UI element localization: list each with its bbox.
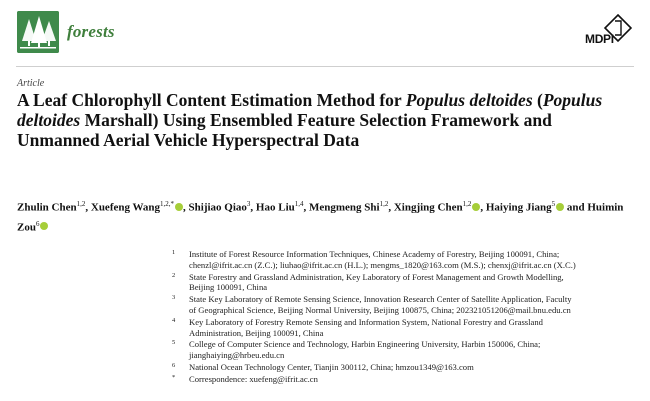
author-affiliation-ref: 1,4 [294,200,304,208]
author-name[interactable]: Xingjing Chen [393,201,463,214]
author-affiliation-ref: 1,2 [462,200,472,208]
affiliation-text: Beijing 100091, China [189,282,268,293]
title-part: ( [532,90,543,110]
author-separator: , [303,201,309,214]
title-part: A Leaf Chlorophyll Content Estimation Method for [17,90,406,110]
affiliation-item [172,249,642,271]
mdpi-logo-icon[interactable] [582,14,632,52]
author-name[interactable]: Hao Liu [255,201,295,214]
affiliation-text: Administration, Beijing 100091, China [189,327,324,338]
author-affiliation-ref: 5 [551,200,556,208]
author-name[interactable]: Haiying Jiang [485,201,552,214]
author-name[interactable]: Zhulin Chen [17,201,77,214]
affiliation-number: 3 [172,294,176,302]
author-separator: , [183,201,189,214]
affiliation-number: * [172,373,176,381]
author-name[interactable]: Shijiao Qiao [188,201,247,214]
article-title [17,90,637,150]
author-affiliation-ref: 1,2 [379,200,389,208]
affiliation-item [172,374,642,385]
title-part: Marshall) Using Ensembled Feature Selection Framework and Unmanned Aerial Vehicle Hyperspectral Data [17,110,552,150]
affiliation-number: 2 [172,271,176,279]
affiliation-text: Institute of Forest Resource Information Techniques, Chinese Academy of Forestry, Beijing 100091, China; [189,249,560,259]
title-species: Populus deltoides [405,90,533,110]
title-species: Populus deltoides [17,90,603,130]
affiliation-text: State Key Laboratory of Remote Sensing Science, Innovation Research Center of Satellite Application, Faculty [189,294,572,305]
author-separator: , [250,201,256,214]
affiliation-item [172,294,642,316]
affiliation-text: College of Computer Science and Technology, Harbin Engineering University, Harbin 150006, China; [189,339,541,350]
affiliation-item [172,317,642,339]
journal-name[interactable]: forests [67,22,115,41]
article-type: Article [17,78,45,89]
author-name[interactable]: Huimin Zou [17,201,624,234]
author-name[interactable]: Xuefeng Wang [90,201,161,214]
affiliation-number: 5 [172,339,176,347]
orcid-icon[interactable] [175,203,183,211]
header-divider [16,66,634,67]
affiliation-text: State Forestry and Grassland Administration, Key Laboratory of Forest Management and Growth Modelling, [189,271,564,282]
affiliation-text: Key Laboratory of Forestry Remote Sensing and Information System, National Forestry and Grassland [189,316,543,327]
author-separator: , [85,201,91,214]
author-separator: and [564,201,588,214]
affiliation-text: chenzl@ifrit.ac.cn (Z.C.); liuhao@ifrit.ac.cn (H.L.); mengms_1820@163.com (M.S.); chenxj@ifrit.ac.cn (X.C.) [189,259,576,270]
author-separator: , [480,201,486,214]
author-name[interactable]: Mengmeng Shi [309,201,380,214]
author-affiliation-ref: 1,2,* [160,200,175,208]
affiliation-item [172,339,642,361]
forest-trees-icon [17,11,59,53]
affiliation-text: National Ocean Technology Center, Tianjin 300112, China; hmzou1349@163.com [189,361,474,372]
affiliation-item [172,362,642,373]
orcid-icon[interactable] [40,222,48,230]
affiliation-number: 1 [172,249,176,256]
author-affiliation-ref: 3 [246,200,251,208]
orcid-icon[interactable] [556,203,564,211]
affiliation-list [172,249,642,386]
author-separator: , [388,201,394,214]
author-affiliation-ref: 1,2 [76,200,86,208]
affiliation-number: 4 [172,316,176,324]
affiliation-text: jianghaiying@hrbeu.edu.cn [189,350,285,361]
author-affiliation-ref: 6 [35,219,40,228]
publisher-name: MDPI [585,32,614,46]
journal-header [0,0,650,66]
affiliation-text: of Geographical Science, Beijing Normal University, Beijing 100875, China; 202321051206@mail.bnu.edu.cn [189,304,571,315]
affiliation-item [172,272,642,294]
affiliation-text: Correspondence: xuefeng@ifrit.ac.cn [189,373,318,384]
author-list [17,196,637,235]
affiliation-number: 6 [172,361,176,369]
